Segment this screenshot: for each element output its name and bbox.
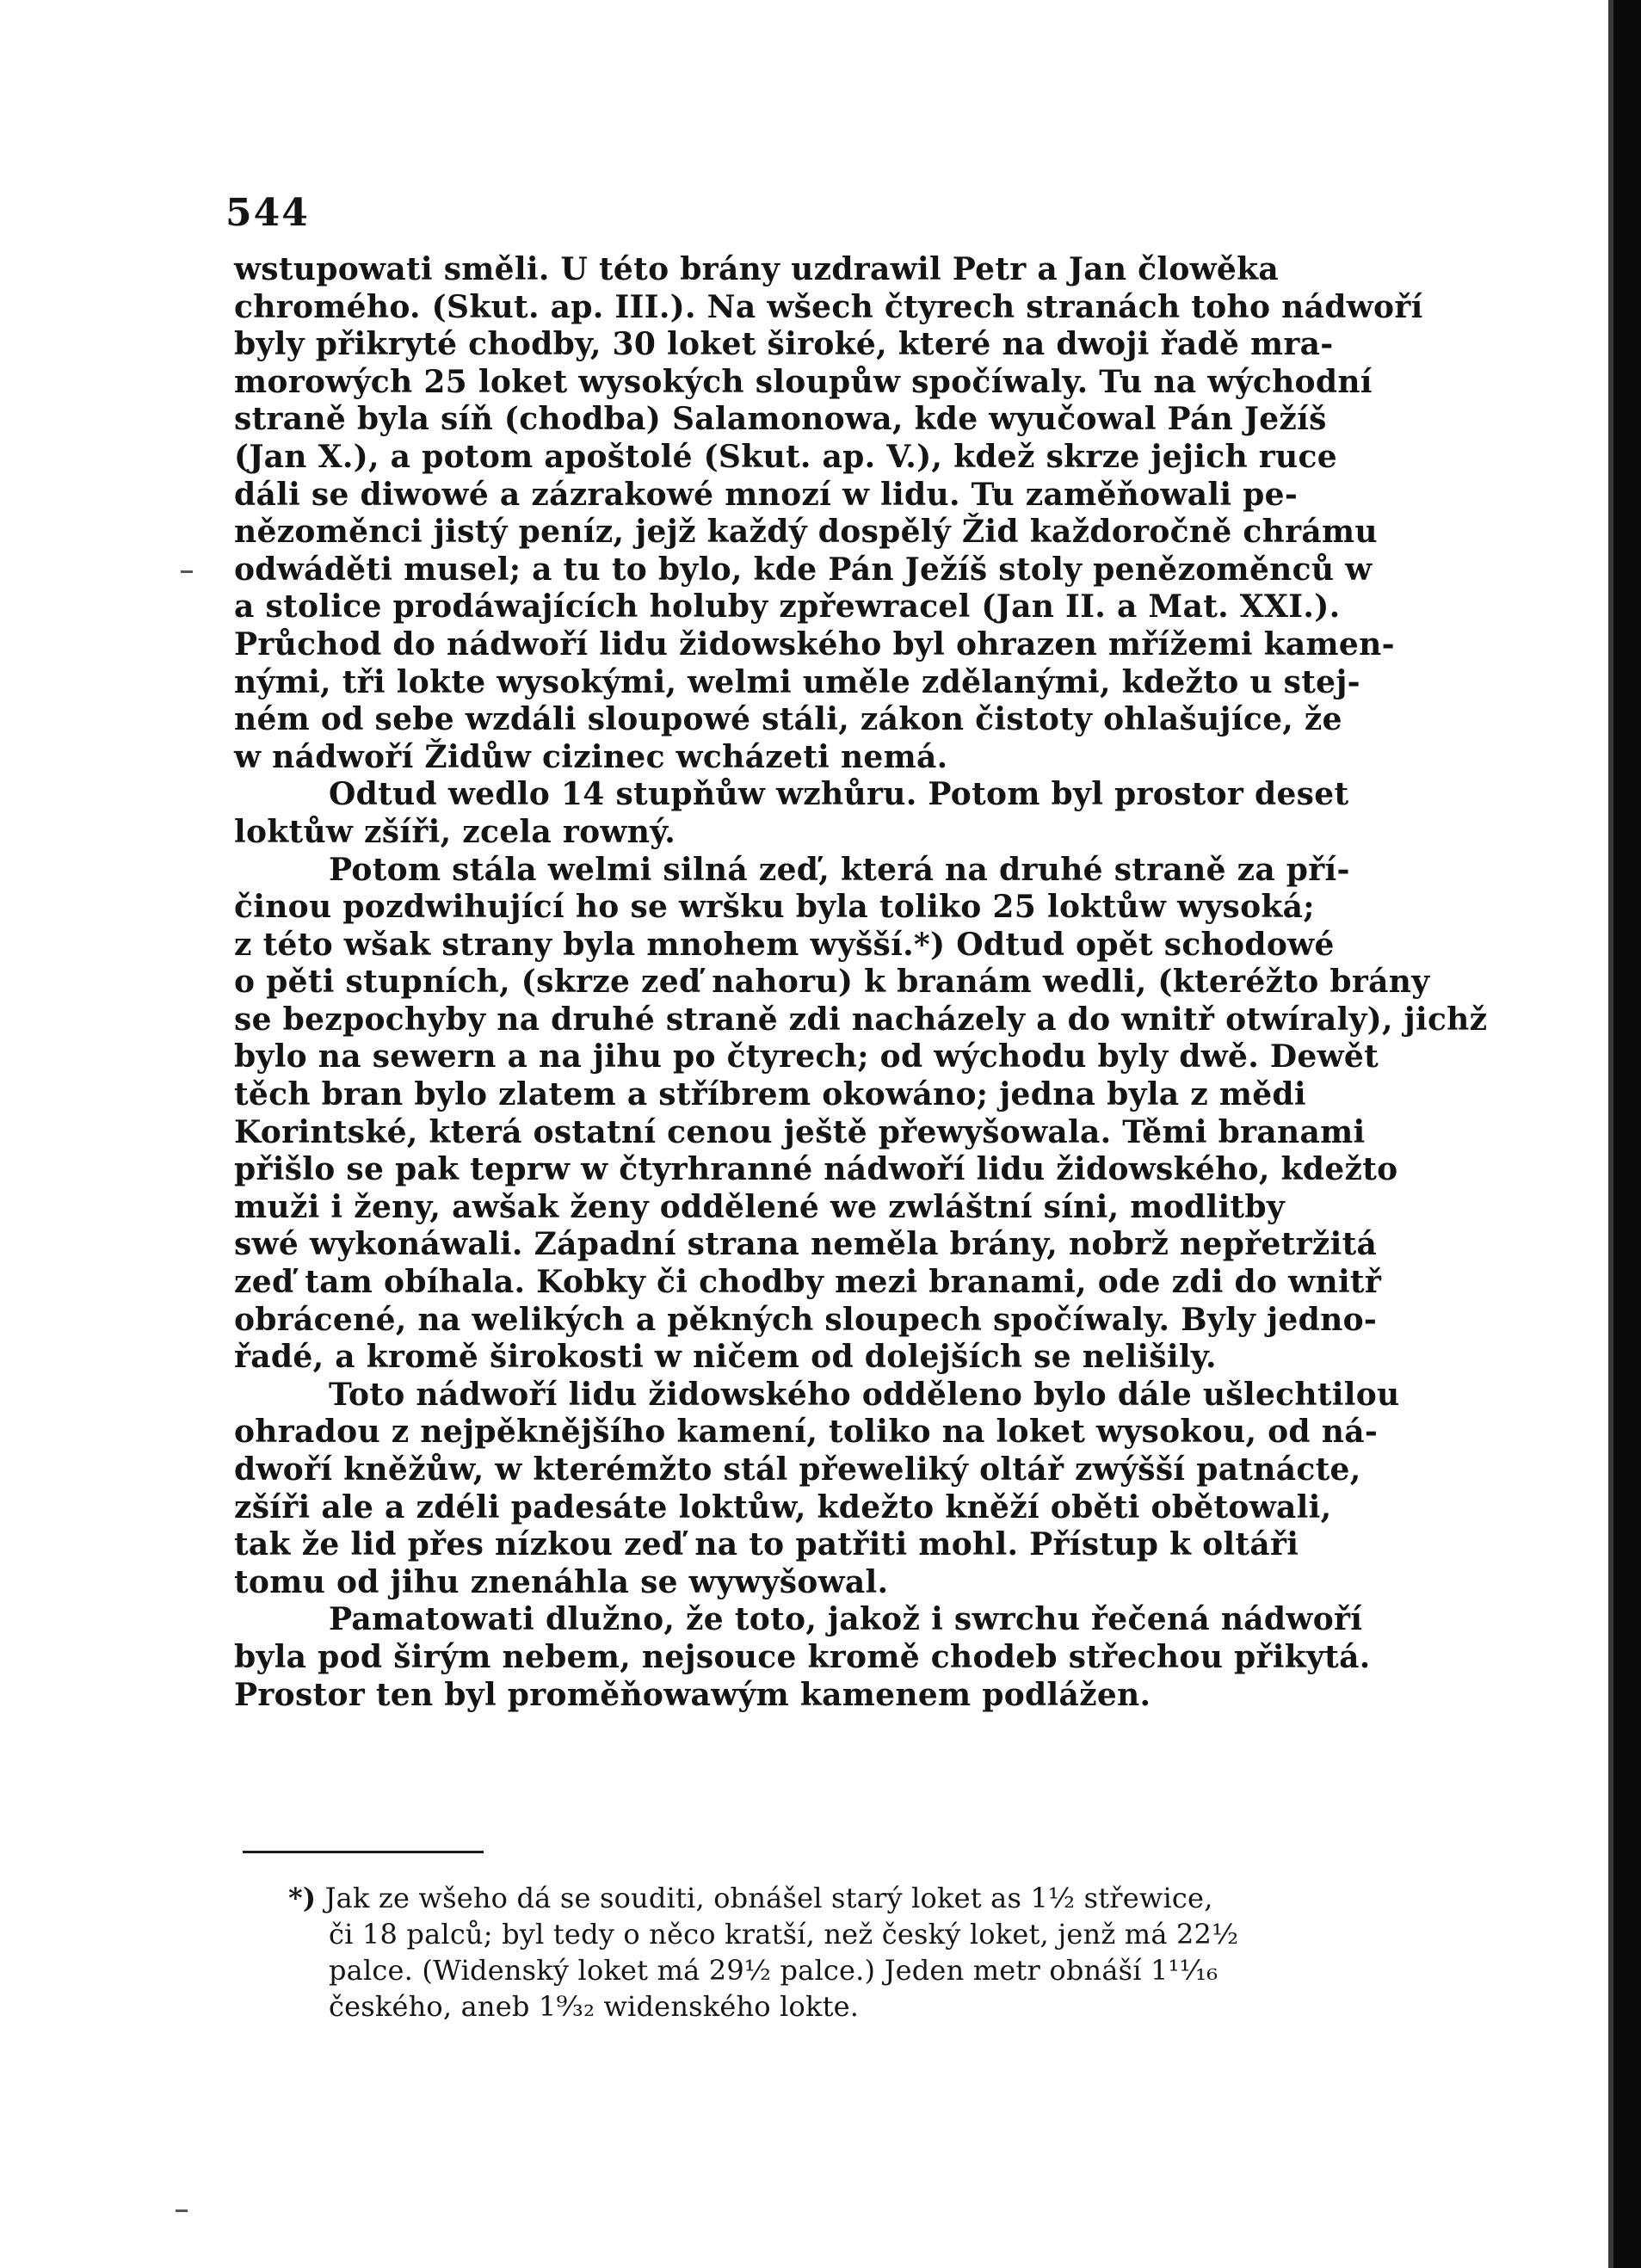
text-line: bylo na sewern a na jihu po čtyrech; od wýchodu byly dwě. Dewět bbox=[234, 1038, 1379, 1075]
footnote-first-line bbox=[288, 1880, 1441, 1916]
footnote-line: českého, aneb 1⁹⁄₃₂ widenského lokte. bbox=[329, 1990, 860, 2023]
text-line: odwáděti musel; a tu to bylo, kde Pán Ježíš stoly penězoměnců w bbox=[234, 551, 1373, 588]
text-line: loktůw zšíři, zcela rowný. bbox=[234, 813, 676, 850]
paragraph-start-line: Toto nádwoří lidu židowského odděleno bylo dále ušlechtilou bbox=[329, 1376, 1400, 1413]
margin-speck bbox=[181, 570, 193, 573]
text-line: swé wykonáwali. Západní strana neměla brány, nobrž nepřetržitá bbox=[234, 1226, 1378, 1263]
text-line: wstupowati směli. U této brány uzdrawil Petr a Jan člowěka bbox=[234, 251, 1279, 287]
text-line: činou pozdwihující ho se wršku byla toliko 25 loktůw wysoká; bbox=[234, 889, 1315, 926]
text-line: přišlo se pak teprw w čtyrhranné nádwoří lidu židowského, kdežto bbox=[234, 1151, 1398, 1188]
text-line: těch bran bylo zlatem a stříbrem okowáno; jedna byla z mědi bbox=[234, 1076, 1306, 1113]
text-line: ném od sebe wzdáli sloupowé stáli, zákon čistoty ohlašujíce, že bbox=[234, 701, 1342, 738]
text-line: Prostor ten byl proměňowawým kamenem podlážen. bbox=[234, 1676, 1151, 1713]
text-line: Průchod do nádwoří lidu židowského byl ohrazen mřížemi kamen- bbox=[234, 626, 1395, 663]
text-line: nězoměnci jistý peníz, jejž každý dospělý Žid každoročně chrámu bbox=[234, 514, 1378, 551]
text-line: o pěti stupních, (skrze zeď nahoru) k branám wedli, (kteréžto brány bbox=[234, 964, 1430, 1001]
text-line: tomu od jihu znenáhla se wywyšowal. bbox=[234, 1563, 889, 1600]
text-line: morowých 25 loket wysokých sloupůw spočíwaly. Tu na wýchodní bbox=[234, 363, 1373, 400]
page-number: 544 bbox=[225, 191, 310, 235]
text-line: w nádwoří Židůw cizinec wcházeti nemá. bbox=[234, 738, 948, 775]
footnote-line: či 18 palců; byl tedy o něco kratší, než český loket, jenž má 22½ bbox=[329, 1918, 1239, 1951]
footnote bbox=[288, 1880, 1441, 2025]
text-line: ohradou z nejpěknějšího kamení, toliko na loket wysokou, od ná- bbox=[234, 1414, 1379, 1451]
text-line: z této wšak strany byla mnohem wyšší.*) Odtud opět schodowé bbox=[234, 926, 1335, 963]
text-line: (Jan X.), a potom apoštolé (Skut. ap. V.), kdež skrze jejich ruce bbox=[234, 438, 1337, 475]
text-line: nými, tři lokte wysokými, welmi uměle zdělanými, kdežto u stej- bbox=[234, 663, 1360, 700]
text-line: tak že lid přes nízkou zeď na to patřiti mohl. Přístup k oltáři bbox=[234, 1526, 1299, 1563]
text-line: chromého. (Skut. ap. III.). Na wšech čtyrech stranách toho nádwoří bbox=[234, 288, 1423, 325]
text-line: straně byla síň (chodba) Salamonowa, kde wyučowal Pán Ježíš bbox=[234, 401, 1327, 438]
text-line: muži i ženy, awšak ženy oddělené we zwláštní síni, modlitby bbox=[234, 1188, 1286, 1225]
text-line: zšíři ale a zdéli padesáte loktůw, kdežto kněží oběti obětowali, bbox=[234, 1488, 1332, 1525]
text-line: dwoří kněžůw, w kterémžto stál přeweliký oltář zwýšší patnácte, bbox=[234, 1451, 1361, 1488]
text-line: obrácené, na welikých a pěkných sloupech spočíwaly. Byly jedno- bbox=[234, 1301, 1378, 1338]
text-line: řadé, a kromě širokosti w ničem od dolejších se nelišily. bbox=[234, 1339, 1217, 1376]
text-line: dáli se diwowé a zázrakowé mnozí w lidu. Tu zaměňowali pe- bbox=[234, 476, 1299, 513]
text-line: byly přikryté chodby, 30 loket široké, které na dwoji řadě mra- bbox=[234, 326, 1334, 363]
footnote-line: Jak ze wšeho dá se souditi, obnášel starý loket as 1½ střewice, bbox=[324, 1882, 1213, 1914]
margin-speck bbox=[176, 2209, 188, 2212]
paragraph-start-line: Potom stála welmi silná zeď, která na druhé straně za pří- bbox=[329, 851, 1350, 888]
text-line: zeď tam obíhala. Kobky či chodby mezi branami, ode zdi do wnitř bbox=[234, 1264, 1382, 1301]
paragraph-start-line: Odtud wedlo 14 stupňůw wzhůru. Potom byl prostor deset bbox=[329, 776, 1349, 813]
text-line: a stolice prodáwajících holuby zpřewracel (Jan II. a Mat. XXI.). bbox=[234, 589, 1341, 626]
text-line: byla pod širým nebem, nejsouce kromě chodeb střechou přikytá. bbox=[234, 1638, 1371, 1675]
footnote-separator bbox=[243, 1851, 484, 1853]
scan-edge-border bbox=[1613, 0, 1641, 2268]
body-text bbox=[234, 251, 1488, 1714]
footnote-line: palce. (Widenský loket má 29½ palce.) Jeden metr obnáší 1¹¹⁄₁₆ bbox=[329, 1954, 1218, 1987]
footnote-marker: *) bbox=[288, 1882, 317, 1914]
text-line: se bezpochyby na druhé straně zdi nacházely a do wnitř otwíraly), jichž bbox=[234, 1001, 1488, 1038]
text-line: Korintské, která ostatní cenou ještě přewyšowala. Těmi branami bbox=[234, 1113, 1366, 1150]
paragraph-start-line: Pamatowati dlužno, že toto, jakož i swrchu řečená nádwoří bbox=[329, 1601, 1363, 1638]
